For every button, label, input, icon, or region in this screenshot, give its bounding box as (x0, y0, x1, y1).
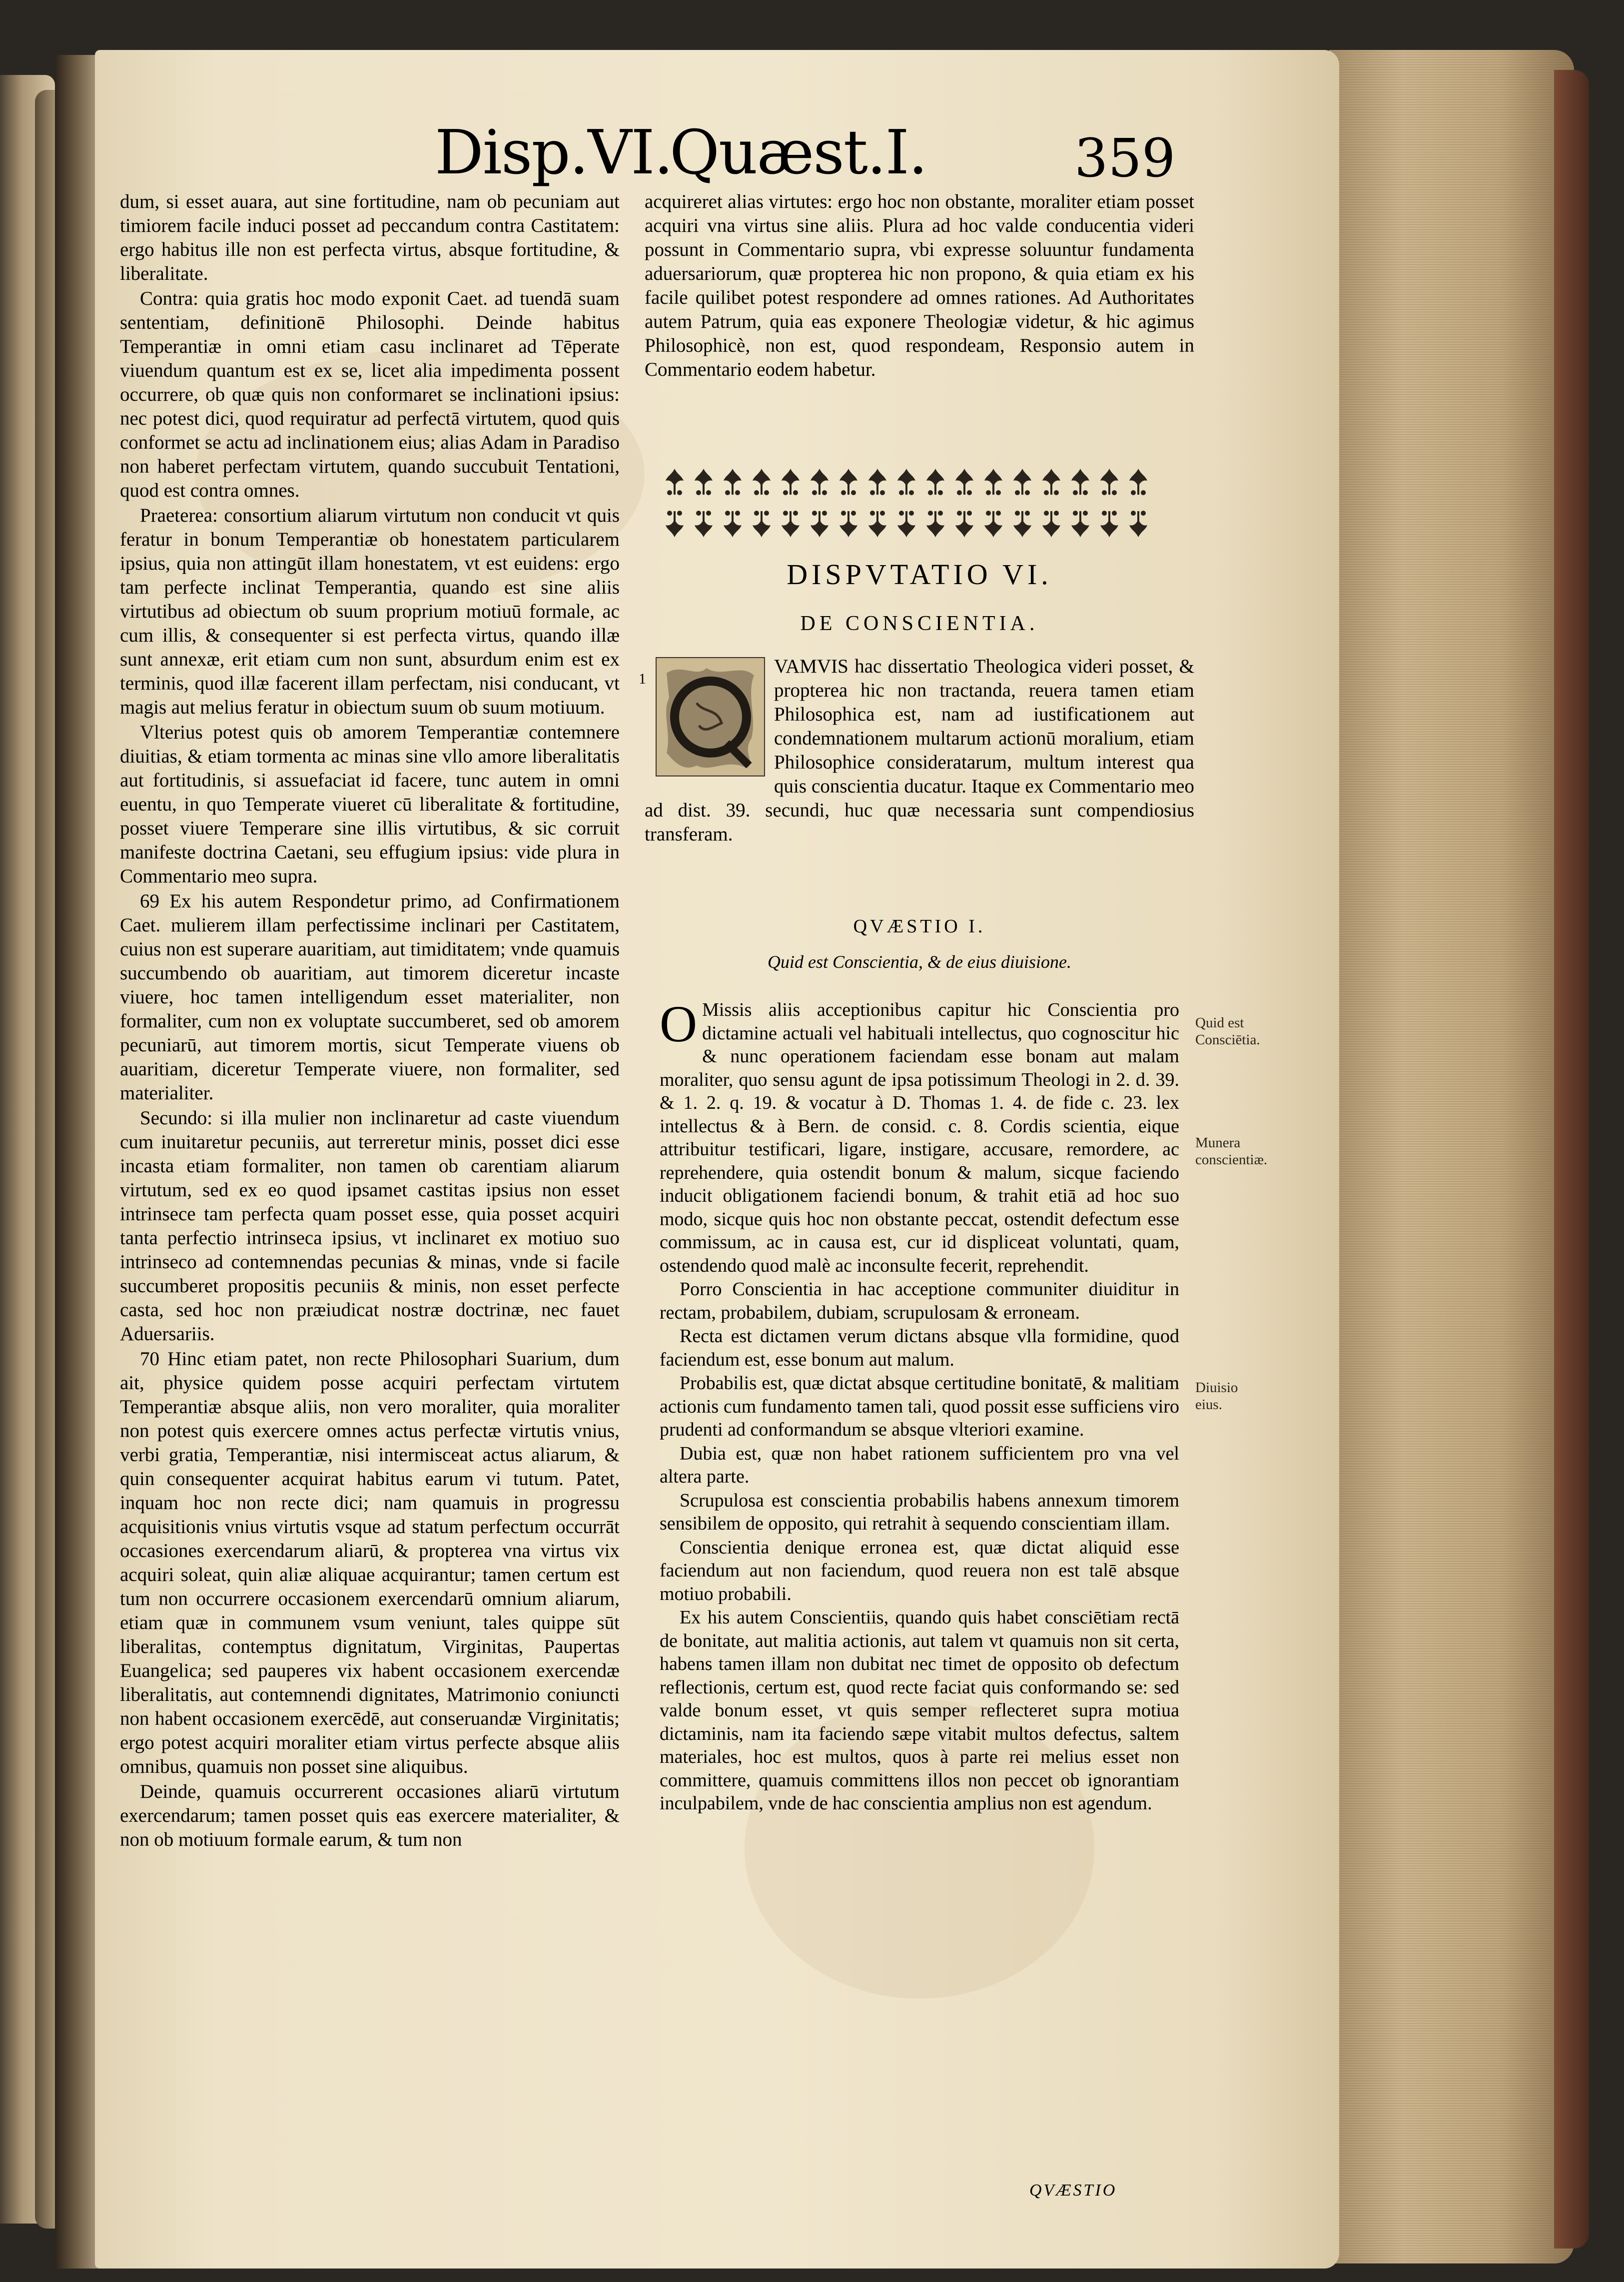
running-head (435, 115, 1284, 190)
paragraph: 70 Hinc etiam patet, non recte Philosophari Suarium, dum ait, physice quidem posse acquiri perfectam virtutem Temperantiæ absque aliis, non vero moraliter, quia moraliter non potest quis exercere omnes actus perfectæ virtutis vnius, verbi gratia, Temperantiæ, nisi intermisceat actus aliarum, & quin consequenter acquirat habitus earum vi tutum. Patet, inquam hoc non recte dici; nam quamuis in progressu acquisitionis vnius virtutis vsque ad statum perfectum occurrāt occasiones exercendarum aliarū, & propterea vna virtus vix acquiri soleat, quin aliæ aliquae acquirantur; tamen certum est tum non occurrere occasionem exercendarū omnium aliarum, etiam quæ in communem vsum veniunt, tales quippe sūt liberalitas, contemptus dignitatum, Virginitas, Paupertas Euangelica; sed pauperes vix habent occasionem exercendæ liberalitatis, aut contemnendi dignitates, Matrimonio coniuncti non habent occasionem exercēdē, aut conseruandæ Virginitatis; ergo potest acquiri moraliter etiam virtus perfecte absque aliis omnibus, quamuis non posset sine aliquibus. (120, 1348, 620, 1777)
paragraph-number: 1 (639, 671, 646, 687)
paragraph: Secundo: si illa mulier non inclinaretur ad caste viuendum cum inuitaretur pecuniis, aut terreretur minis, posset dici esse incasta etiam formaliter, non tamen ob carentiam aliarum virtutum, sed ex eo quod ipsamet castitas ipsius non esset intrinsece tam perfecta quam posset esse, quia posset acquiri tanta perfectio intrinseca ipsius, vt inclinaret ex motiuo suo intrinseco ad contemnendas pecunias & minas, vnde si facile succumberet propositis pecuniis & minis, non esset perfecte casta, sed hoc non præiudicat nostræ doctrinæ, nec fauet Aduersariis. (120, 1107, 620, 1345)
quaestio-heading: QVÆSTIO I. (853, 916, 986, 937)
decorated-initial-q (656, 657, 765, 776)
ornamental-band (660, 460, 1169, 550)
margin-note: Diuisio eius. (1195, 1380, 1238, 1413)
disputatio-subtitle: DE CONSCIENTIA. (800, 612, 1039, 635)
fleuron-ornament (660, 460, 1169, 550)
quaestio-subheading: Quid est Conscientia, & de eius diuisione. (768, 952, 1071, 972)
paragraph: Contra: quia gratis hoc modo exponit Caet. ad tuendā suam sententiam, definitionē Philosophi. Deinde habitus Temperantiæ in omni etiam casu inclinaret ad Tēperate viuendum quantum est ex se, licet alia impedimenta possent occurrere, ob quæ quis non conformaret se inclinationi ipsius: nec potest dici, quod requiratur ad perfectā virtutem, quod quis conformet se actu ad inclinationem eius; alias Adam in Paradiso non haberet perfectam virtutem, quando succubuit Tentationi, quod est contra omnes. (120, 288, 620, 501)
right-text-column-top (645, 190, 1194, 383)
catchword: QVÆSTIO (1029, 2181, 1117, 2200)
disputatio-title: DISPVTATIO VI. (787, 558, 1052, 591)
paragraph: acquireret alias virtutes: ergo hoc non obstante, moraliter etiam posset acquiri vna virtus sine aliis. Plura ad hoc valde conducentia videri possunt in Commentario supra, vbi expresse soluuntur fundamenta aduersariorum, quæ propterea hic non propono, & quia etiam ex his facile quilibet potest respondere ad omnes rationes. Ad Authoritates autem Patrum, quia eas exponere Theologiæ videtur, & hic agimus Philosophicè, non est, quod respondeam, Responsio autem in Commentario eodem habetur. (645, 191, 1194, 380)
paragraph: Conscientia denique erronea est, quæ dictat aliquid esse faciendum aut non faciendum, quod reuera non est talē absque motiuo probabili. (660, 1536, 1179, 1604)
paragraph: Probabilis est, quæ dictat absque certitudine bonitatē, & malitiam actionis cum fundamento tamen tali, quod possit esse sufficiens viro prudenti ad conformandum se absque vlteriori examine. (660, 1373, 1179, 1440)
quaestio-body (660, 995, 1179, 1816)
paragraph (660, 995, 1179, 1277)
paragraph: Recta est dictamen verum dictans absque vlla formidine, quod faciendum est, esse bonum aut malum. (660, 1326, 1179, 1370)
running-head-quaestio: Quæst.I. (670, 117, 927, 188)
paragraph: 69 Ex his autem Respondetur primo, ad Confirmationem Caet. mulierem illam perfectissime inclinari per Castitatem, cuius non est superare auaritiam, aut timiditatem; vnde quamuis succumbendo ob auaritiam, aut timorem diceretur incaste viuere, hoc tamen intelligendum esset materialiter, non formaliter, cum non ex voluptate succumberet, sed ob amorem pecuniarū, aut timorem mortis, sicut Temperate viuens ob auaritiam, diceretur Temperate viuere, non formaliter, sed materialiter. (120, 890, 620, 1104)
initial-o: O (660, 995, 698, 1053)
book-cover-edge (1554, 70, 1589, 2249)
running-head-disputatio: Disp.VI. (435, 117, 673, 188)
paragraph: Praeterea: consortium aliarum virtutum non conducit vt quis feratur in bonum Temperantiæ ob honestatem particularem ipsius, quia non attingūt illam honestatem, vt est euidens: ergo tam perfecte inclinat Temperantia, quando est sine aliis virtutibus ad obiectum ob suum proprium motiuū formale, ac cum illis, & consequenter si est perfecta virtus, quando illæ sunt annexæ, erit etiam cum non sunt, absurdum enim est ex terminis, quod illæ facerent illam perfectam, nisi conducant, vt magis aut melius feratur in obiectum suum ob suum motiuum. (120, 505, 620, 718)
paragraph: Dubia est, quæ non habet rationem sufficientem pro vna vel altera parte. (660, 1443, 1179, 1487)
left-text-column (120, 190, 620, 2049)
paragraph: Ex his autem Conscientiis, quando quis habet consciētiam rectā de bonitate, aut malitia actionis, aut talem vt quamuis non sit certa, habens tamen illam non dubitat nec timet de opposito ob defectum reflectionis, certum est, quod recte faciat quis conformando se: sed valde bonum esset, vt quis semper reflecteret supra motiua dictaminis, nam ita faciendo sæpe vitabit multos defectus, saltem materiales, hoc est multos, quos à parte rei melius esset non committere, quamuis committens illos non peccet ob ignorantiam inculpabilem, vnde de hac conscientia amplius non est agendum. (660, 1607, 1179, 1814)
margin-note: Munera conscientiæ. (1195, 1135, 1268, 1168)
paragraph: Porro Conscientia in hac acceptione communiter diuiditur in rectam, probabilem, dubiam, scrupulosam & erroneam. (660, 1279, 1179, 1323)
disputatio-intro (639, 655, 1194, 846)
page-number: 359 (1074, 127, 1176, 189)
paragraph: Deinde, quamuis occurrerent occasiones aliarū virtutum exercendarum; tamen posset quis eas exercere materialiter, & non ob motiuum formale earum, & tum non (120, 1781, 620, 1850)
intro-text: VAMVIS hac dissertatio Theologica videri posset, & propterea hic non tractanda, reuera tamen etiam Philosophica est, nam ad iustificationem aut condemnationem multarum actionū moralium, etiam Philosophice consideratarum, multum interest qua quis conscientia ducatur. Itaque ex Commentario meo ad dist. 39. secundi, huc quæ necessaria sunt compendiosius transferam. (645, 656, 1194, 845)
paragraph: Scrupulosa est conscientia probabilis habens annexum timorem sensibilem de opposito, qui retrahit à sequendo conscientiam illam. (660, 1490, 1179, 1534)
paragraph: dum, si esset auara, aut sine fortitudine, nam ob pecuniam aut timiorem facile induci posset ad peccandum contra Castitatem: ergo habitus ille non est perfecta virtus, absque fortitudine, & liberalitate. (120, 191, 620, 284)
paragraph: Vlterius potest quis ob amorem Temperantiæ contemnere diuitias, & etiam tormenta ac minas sine vllo amore liberalitatis aut fortitudinis, si assuefaciat id facere, tunc autem in omni euentu, in quo Temperate viueret cū liberalitate & fortitudine, posset viuere Temperare sine illis virtutibus, & sic corruit manifeste doctrina Caetani, seu effugium ipsius: vide plura in Commentario meo supra. (120, 722, 620, 887)
paragraph-text: Missis aliis acceptionibus capitur hic Conscientia pro dictamine actuali vel habituali intellectus, quo cognoscitur hic & nunc operationem faciendam esse bonam aut malam moraliter, quo sensu agunt de ipsa potissimum Theologi in 2. d. 39. & 1. 2. q. 19. & vocatur à D. Thomas 1. 4. de fide c. 23. lex intellectus & à Bern. de consid. c. 8. Cordis scientia, eique attribuitur testificari, ligare, instigare, accusare, remordere, ac reprehendere, quia ostendit bonum & malum, sicque faciendo inducit obligationem faciendi bonum, & trahit etiā ad hoc suo modo, sicque quis hoc non obstante peccat, ostendit defectum esse commissum, ac in causa est, cur id displiceat voluntati, quam, ostendendo quod malè ac inconsulte fecerit, reprehendit. (660, 999, 1179, 1276)
margin-note: Quid est Consciētia. (1195, 1015, 1260, 1048)
page-block-edges (1329, 50, 1574, 2264)
